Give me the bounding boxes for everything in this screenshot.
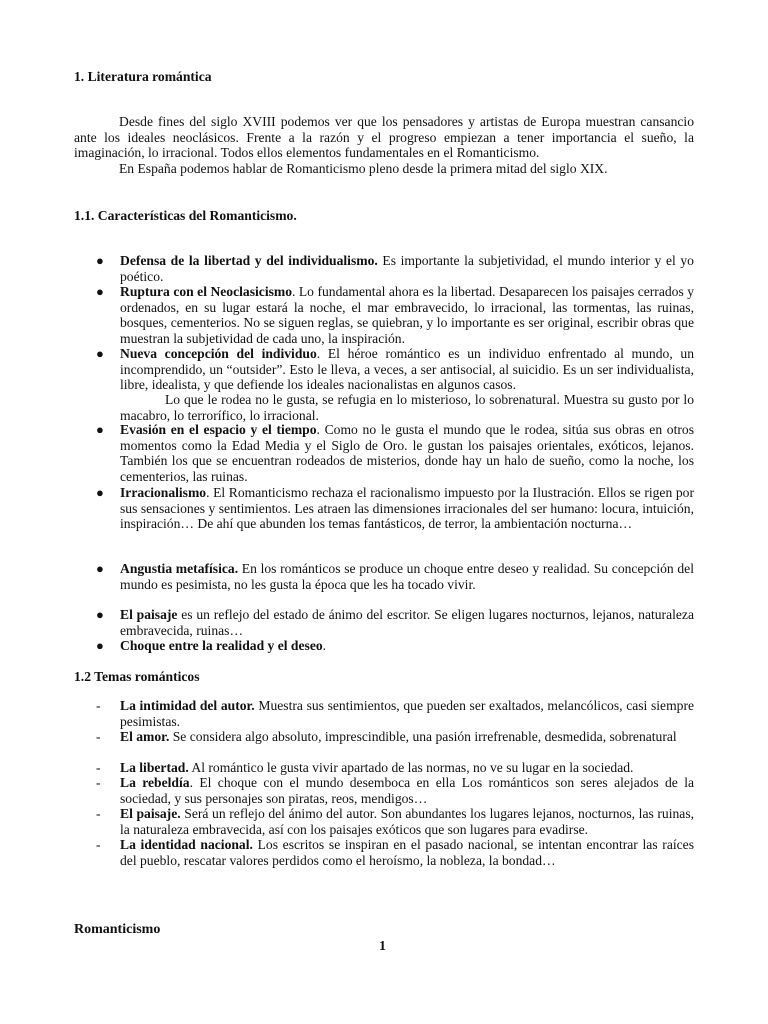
list-item <box>120 284 694 346</box>
list-item-heading: El amor. <box>120 729 170 744</box>
intro-paragraph: Desde fines del siglo XVIII podemos ver que los pensadores y artistas de Europa muestran cansancio ante los ideales neoclásicos. Frente a la razón y el progreso empiezan a tener importancia el sueño, la imaginación, lo irracional. Todos ellos elementos fundamentales en el Romanticismo. <box>74 114 694 161</box>
dash-icon: - <box>96 775 101 790</box>
dash-icon: - <box>96 760 101 775</box>
list-item-text: . Lo fundamental ahora es la libertad. Desaparecen los paisajes cerrados y ordenados, en su lugar estará la noche, el mar embravecido, lo irracional, las tormentas, las ruinas, bosques, cementerios. No se siguen reglas, se quiebran, y lo importante es ser original, escribir obras que muestran la subjetividad de cada uno, la inspiración. <box>120 284 694 346</box>
section-title: 1. Literatura romántica <box>74 69 212 84</box>
list-item <box>120 837 694 868</box>
list-item-heading: Defensa de la libertad y del individualismo. <box>120 253 378 268</box>
list-item-text: . El choque con el mundo desemboca en ella Los románticos son seres alejados de la sociedad, y sus personajes son piratas, reos, mendigos… <box>120 775 695 806</box>
list-item-text: . El héroe romántico es un individuo enfrentado al mundo, un incomprendido, un “outsider”. Esto le lleva, a veces, a ser antisocial, al suicidio. Es un ser individualista, libre, idealista, y que defiende los ideales nacionalistas en algunos casos. <box>120 346 694 393</box>
bullet-icon: ● <box>96 284 104 299</box>
bullet-icon: ● <box>96 485 104 500</box>
list-item <box>120 253 694 284</box>
list-item <box>120 422 694 484</box>
list-item-heading: Ruptura con el Neoclasicismo <box>120 284 293 299</box>
list-item-heading: Angustia metafísica. <box>120 561 239 576</box>
list-item <box>120 607 694 638</box>
bullet-icon: ● <box>96 638 104 653</box>
list-item-text: Se considera algo absoluto, imprescindible, una pasión irrefrenable, desmedida, sobrenatural <box>169 729 677 744</box>
list-item-text: Al romántico le gusta vivir apartado de las normas, no ve su lugar en la sociedad. <box>188 760 634 775</box>
list-item-heading: Evasión en el espacio y el tiempo <box>120 422 317 437</box>
list-item-heading: La identidad nacional. <box>120 837 253 852</box>
list-item-heading: Nueva concepción del individuo <box>120 346 317 361</box>
list-item-heading: Irracionalismo <box>120 485 207 500</box>
list-item <box>120 638 694 654</box>
list-item-text: . Como no le gusta el mundo que le rodea, sitúa sus obras en otros momentos como la Edad Media y el Siglo de Oro. le gustan los paisajes orientales, exóticos, lejanos. También los que se encuentran rodeados de misterios, donde hay un halo de sueño, como la noche, los cementerios, las ruinas. <box>120 422 694 484</box>
page-number: 1 <box>379 939 386 954</box>
list-item-text: es un reflejo del estado de ánimo del escritor. Se eligen lugares nocturnos, lejanos, naturaleza embravecida, ruinas… <box>120 607 694 638</box>
bullet-icon: ● <box>96 346 104 361</box>
dash-icon: - <box>96 698 101 713</box>
list-item <box>120 775 694 806</box>
list-item-text: Es importante la subjetividad, el mundo interior y el yo poético. <box>120 253 694 284</box>
list-item <box>120 760 694 776</box>
subsection-title: 1.1. Características del Romanticismo. <box>74 208 297 223</box>
list-item <box>120 346 694 393</box>
list-item-heading: La libertad. <box>120 760 189 775</box>
list-item-text: . El Romanticismo rechaza el racionalismo impuesto por la Ilustración. Ellos se rigen por sus sensaciones y sentimientos. Les atraen las dimensiones irracionales del ser humano: locura, intuición, inspiración… De ahí que abunden los temas fantásticos, de terror, la ambientación nocturna… <box>120 485 694 532</box>
list-item <box>120 561 694 592</box>
footer-title: Romanticismo <box>74 922 161 937</box>
dash-icon: - <box>96 837 101 852</box>
list-item-text: Los escritos se inspiran en el pasado nacional, se intentan encontrar las raíces del pueblo, rescatar valores perdidos como el heroísmo, la nobleza, la bondad… <box>120 837 694 868</box>
bullet-icon: ● <box>96 253 104 268</box>
list-item-text: Muestra sus sentimientos, que pueden ser exaltados, melancólicos, casi siempre pesimistas. <box>120 698 695 729</box>
list-item <box>120 806 694 837</box>
list-item-heading: El paisaje <box>120 607 178 622</box>
list-item-extra: Lo que le rodea no le gusta, se refugia en lo misterioso, lo sobrenatural. Muestra su gusto por lo macabro, lo terrorífico, lo irracional. <box>120 392 694 423</box>
list-item-text: En los románticos se produce un choque entre deseo y realidad. Su concepción del mundo es pesimista, no les gusta la época que les ha tocado vivir. <box>120 561 694 592</box>
list-item-text: . <box>322 638 327 653</box>
list-item <box>120 729 694 745</box>
list-item-heading: Choque entre la realidad y el deseo <box>120 638 323 653</box>
subsection-title: 1.2 Temas románticos <box>74 669 200 684</box>
bullet-icon: ● <box>96 607 104 622</box>
list-item-heading: La intimidad del autor. <box>120 698 255 713</box>
list-item-heading: La rebeldía <box>120 775 190 790</box>
intro-paragraph-2: En España podemos hablar de Romanticismo pleno desde la primera mitad del siglo XIX. <box>119 161 608 176</box>
bullet-icon: ● <box>96 561 104 576</box>
list-item-text: Será un reflejo del ánimo del autor. Son abundantes los lugares lejanos, nocturnos, las ruinas, la naturaleza embravecida, así con los paisajes exóticos que son lugares para evadirse. <box>120 806 695 837</box>
list-item-continuation <box>74 392 694 423</box>
list-item <box>120 485 694 532</box>
bullet-icon: ● <box>96 422 104 437</box>
list-item-heading: El paisaje. <box>120 806 181 821</box>
list-item <box>120 698 694 729</box>
dash-icon: - <box>96 729 101 744</box>
dash-icon: - <box>96 806 101 821</box>
